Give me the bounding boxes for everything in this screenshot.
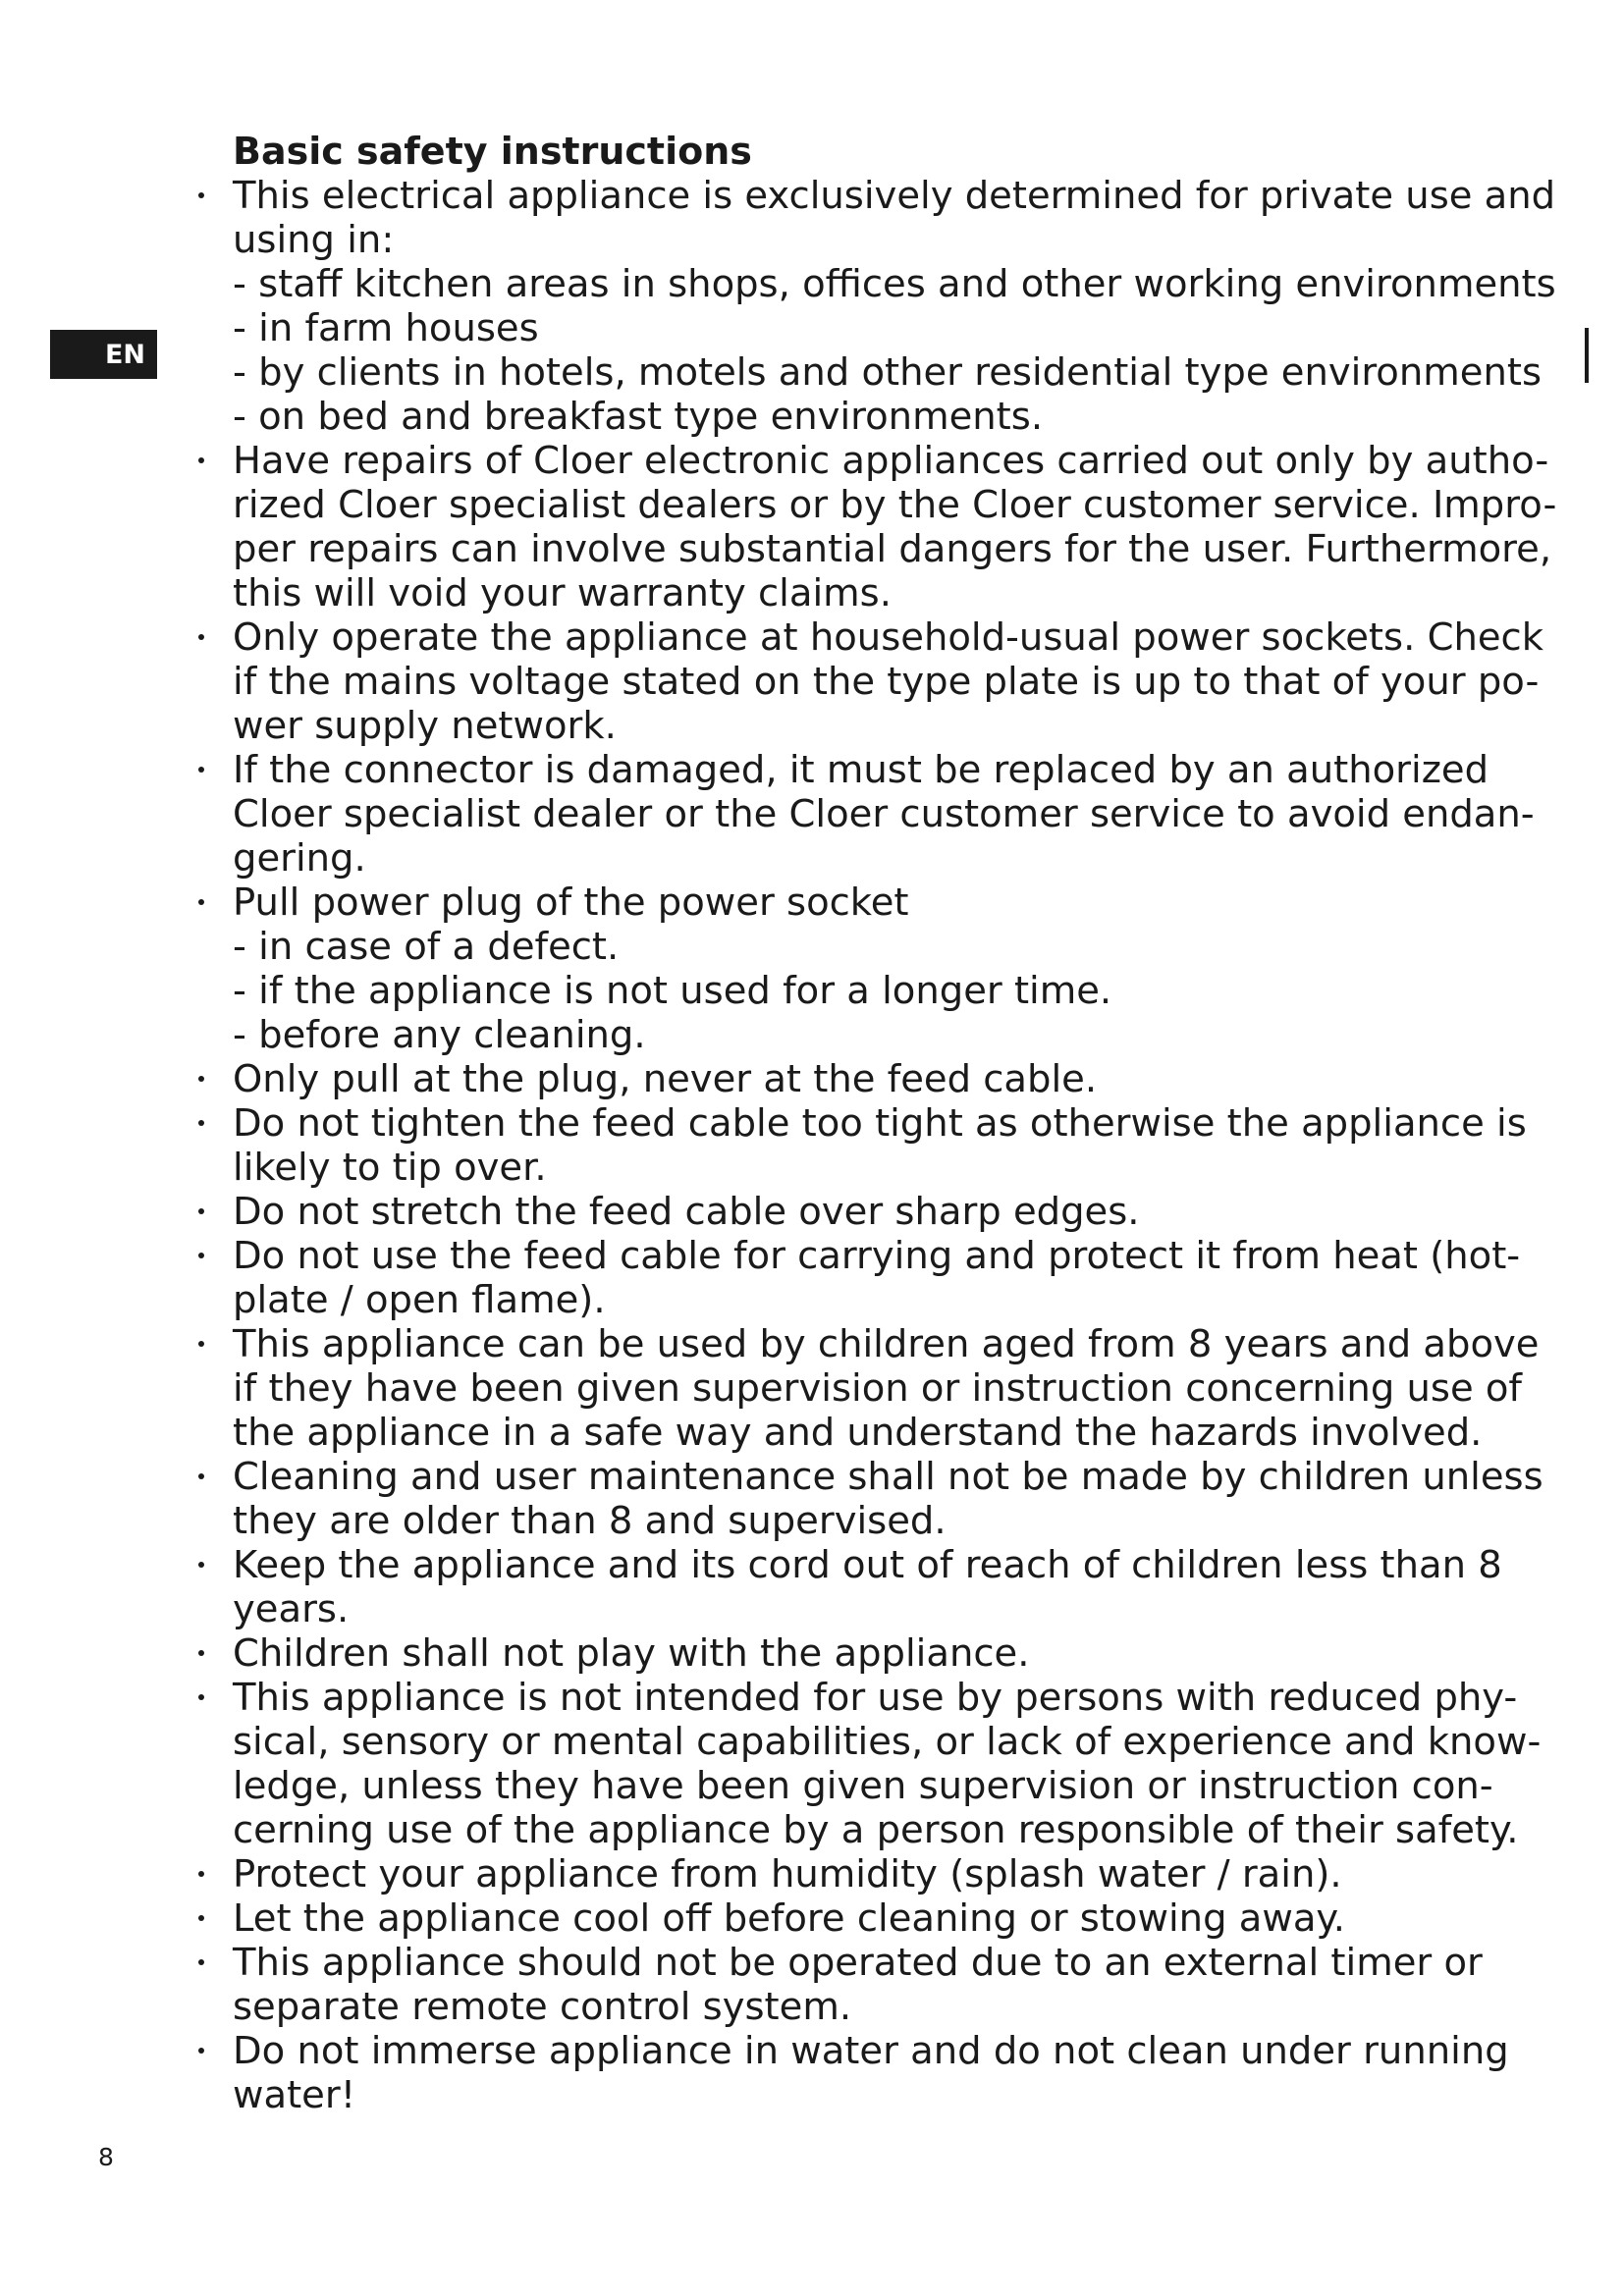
instruction-line: This appliance can be used by children aged from 8 years and above [233,1322,1540,1366]
instruction-line: cerning use of the appliance by a person responsible of their safety. [233,1808,1519,1852]
safety-list-item [233,1896,1553,1941]
safety-list-item [233,1101,1553,1190]
language-tab: EN [50,330,157,379]
instruction-line: wer supply network. [233,704,617,748]
instruction-line: if the mains voltage stated on the type plate is up to that of your po- [233,660,1540,704]
instruction-line: - if the appliance is not used for a longer time. [233,969,1112,1013]
instruction-line: Have repairs of Cloer electronic appliances carried out only by autho- [233,439,1549,483]
margin-marker [1585,328,1589,383]
page-number: 8 [98,2143,114,2171]
instruction-line: Do not tighten the feed cable too tight as otherwise the appliance is [233,1101,1527,1146]
instruction-line: sical, sensory or mental capabilities, or lack of experience and know- [233,1720,1542,1764]
instruction-line: Do not use the feed cable for carrying and protect it from heat (hot- [233,1234,1521,1278]
instruction-line: This electrical appliance is exclusively determined for private use and [233,174,1556,218]
safety-list-item [233,174,1556,439]
instruction-line: gering. [233,836,366,881]
instruction-line: Children shall not play with the appliance. [233,1631,1030,1676]
instruction-line: ledge, unless they have been given supervision or instruction con- [233,1764,1493,1808]
instruction-line: the appliance in a safe way and understand the hazards involved. [233,1411,1483,1455]
safety-list-item [233,1941,1553,2029]
instruction-line: water! [233,2073,356,2117]
section-heading: Basic safety instructions [233,130,752,173]
safety-list-item [233,439,1557,615]
instruction-line: Do not stretch the feed cable over sharp edges. [233,1190,1140,1234]
instruction-line: Cleaning and user maintenance shall not be made by children unless [233,1455,1543,1499]
safety-list-item [233,1631,1553,1676]
instruction-line: - in farm houses [233,306,539,350]
instruction-line: If the connector is damaged, it must be replaced by an authorized [233,748,1489,792]
instruction-line: Only pull at the plug, never at the feed cable. [233,1057,1098,1101]
instruction-line: Let the appliance cool off before cleaning or stowing away. [233,1896,1345,1941]
instruction-line: This appliance is not intended for use by persons with reduced phy- [233,1676,1518,1720]
safety-list-item [233,1676,1553,1852]
safety-list-item [233,1190,1553,1234]
safety-list-item [233,881,1553,1057]
instruction-line: this will void your warranty claims. [233,571,892,615]
instruction-line: separate remote control system. [233,1985,852,2029]
instruction-line: years. [233,1587,350,1631]
safety-list-item [233,1543,1553,1631]
safety-list-item [233,2029,1553,2117]
instruction-line: Only operate the appliance at household-usual power sockets. Check [233,615,1543,660]
safety-instructions-section [233,130,1557,2117]
instruction-line: per repairs can involve substantial dangers for the user. Furthermore, [233,527,1552,571]
safety-list-item [233,1852,1553,1896]
instruction-line: Cloer specialist dealer or the Cloer customer service to avoid endan- [233,792,1535,836]
instruction-line: - on bed and breakfast type environments. [233,395,1044,439]
instruction-line: rized Cloer specialist dealers or by the Cloer customer service. Impro- [233,483,1557,527]
safety-list-item [233,748,1553,881]
instruction-line: Protect your appliance from humidity (splash water / rain). [233,1852,1342,1896]
instruction-line: Do not immerse appliance in water and do not clean under running [233,2029,1509,2073]
instruction-line: they are older than 8 and supervised. [233,1499,947,1543]
safety-list-item [233,1455,1553,1543]
instruction-line: using in: [233,218,395,262]
instruction-line: - by clients in hotels, motels and other residential type environments [233,350,1543,395]
safety-list-item [233,615,1553,748]
instruction-line: - in case of a defect. [233,925,620,969]
instruction-line: Pull power plug of the power socket [233,881,909,925]
instruction-line: - before any cleaning. [233,1013,646,1057]
safety-list [233,174,1557,2117]
instruction-line: if they have been given supervision or instruction concerning use of [233,1366,1522,1411]
instruction-line: likely to tip over. [233,1146,547,1190]
safety-list-item [233,1322,1553,1455]
instruction-line: - staff kitchen areas in shops, offices and other working environments [233,262,1556,306]
safety-list-item [233,1234,1553,1322]
safety-list-item [233,1057,1553,1101]
instruction-line: This appliance should not be operated due to an external timer or [233,1941,1483,1985]
instruction-line: plate / open flame). [233,1278,606,1322]
instruction-line: Keep the appliance and its cord out of reach of children less than 8 [233,1543,1502,1587]
